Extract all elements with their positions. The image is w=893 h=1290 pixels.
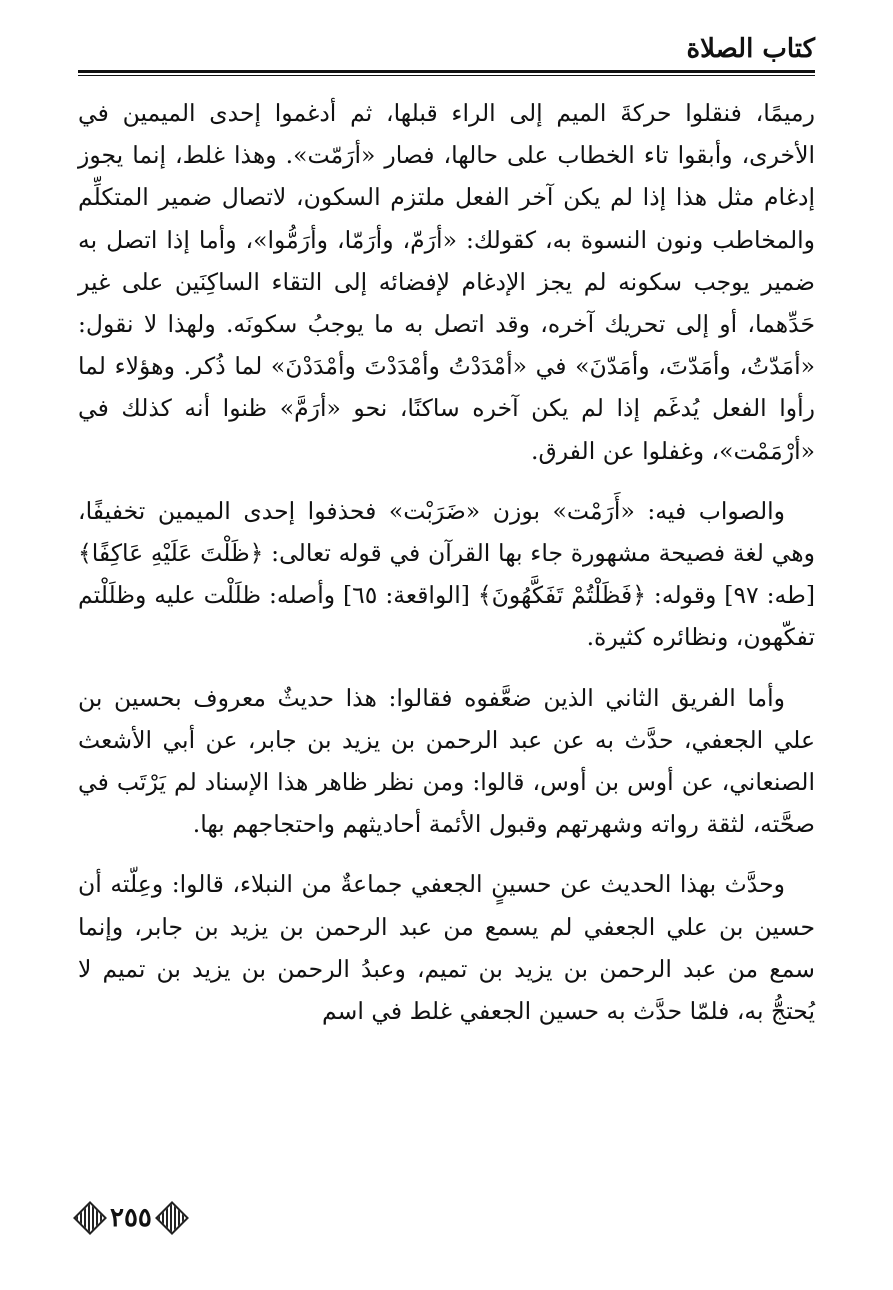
- paragraph-4: وحدَّث بهذا الحديث عن حسينٍ الجعفي جماعةٌ من النبلاء، قالوا: وعِلّته أن حسين بن علي الجعفي لم يسمع من عبد الرحمن بن يزيد بن جابر، وإنما سمع من عبد الرحمن بن يزيد بن تميم، وعبدُ الرحمن بن يزيد بن تميم لا يُحتجُّ به، فلمّا حدَّث به حسين الجعفي غلط في اسم: [78, 870, 815, 1026]
- header-rule-thick: [78, 70, 815, 73]
- paragraph-2: والصواب فيه: «أَرَمْت» بوزن «ضَرَبْت» فحذفوا إحدى الميمين تخفيفًا، وهي لغة فصيحة مشهورة جاء بها القرآن في قوله تعالى: ﴿ظَلْتَ عَلَيْهِ عَاكِفًا﴾ [طه: ٩٧] وقوله: ﴿فَظَلْتُمْ تَفَكَّهُونَ﴾ [الواقعة: ٦٥] وأصله: ظلَلْت عليه وظلَلْتم تفكّهون، ونظائره كثيرة.: [78, 496, 816, 652]
- page-footer: [78, 1198, 184, 1238]
- header-rule-thin: [78, 75, 815, 76]
- ornament-right-icon: [155, 1201, 189, 1235]
- paragraph-1: رميمًا، فنقلوا حركةَ الميم إلى الراء قبلها، ثم أدغموا إحدى الميمين في الأخرى، وأبقوا تاء الخطاب على حالها، فصار «أرَمّت». وهذا غلط، إنما يجوز إدغام مثل هذا إذا لم يكن آخر الفعل ملتزم السكون، لاتصال ضمير المتكلِّم والمخاطب ونون النسوة به، كقولك: «أرَمّ، وأرَمّا، وأرَمُّوا»، وأما إذا اتصل به ضمير يوجب سكونه لم يجز الإدغام لإفضائه إلى التقاء الساكِنَين على غير حَدِّهما، أو إلى تحريك آخره، وقد اتصل به ما يوجبُ سكونَه. ولهذا لا نقول: «أمَدّتُ، وأمَدّتَ، وأمَدّنَ» في «أمْدَدْتُ وأمْدَدْتَ وأمْدَدْنَ» لما ذُكر. وهؤلاء لما رأوا الفعل يُدغَم إذا لم يكن آخره ساكنًا، نحو «أرَمَّ» ظنوا أنه كذلك في «أرْمَمْت»، وغفلوا عن الفرق.: [78, 99, 815, 465]
- paragraph-3: وأما الفريق الثاني الذين ضعَّفوه فقالوا: هذا حديثٌ معروف بحسين بن علي الجعفي، حدَّث به عن عبد الرحمن بن يزيد بن جابر، عن أبي الأشعث الصنعاني، عن أوس بن أوس، قالوا: ومن نظر ظاهر هذا الإسناد لم يَرْتَب في صحَّته، لثقة رواته وشهرتهم وقبول الأئمة أحاديثهم واحتجاجهم بها.: [78, 683, 815, 839]
- chapter-title: كتاب الصلاة: [686, 34, 815, 64]
- running-header: [78, 34, 815, 74]
- page-body: [78, 92, 815, 1050]
- ornament-left-icon: [73, 1201, 107, 1235]
- page-number: ٢٥٥: [110, 1203, 152, 1233]
